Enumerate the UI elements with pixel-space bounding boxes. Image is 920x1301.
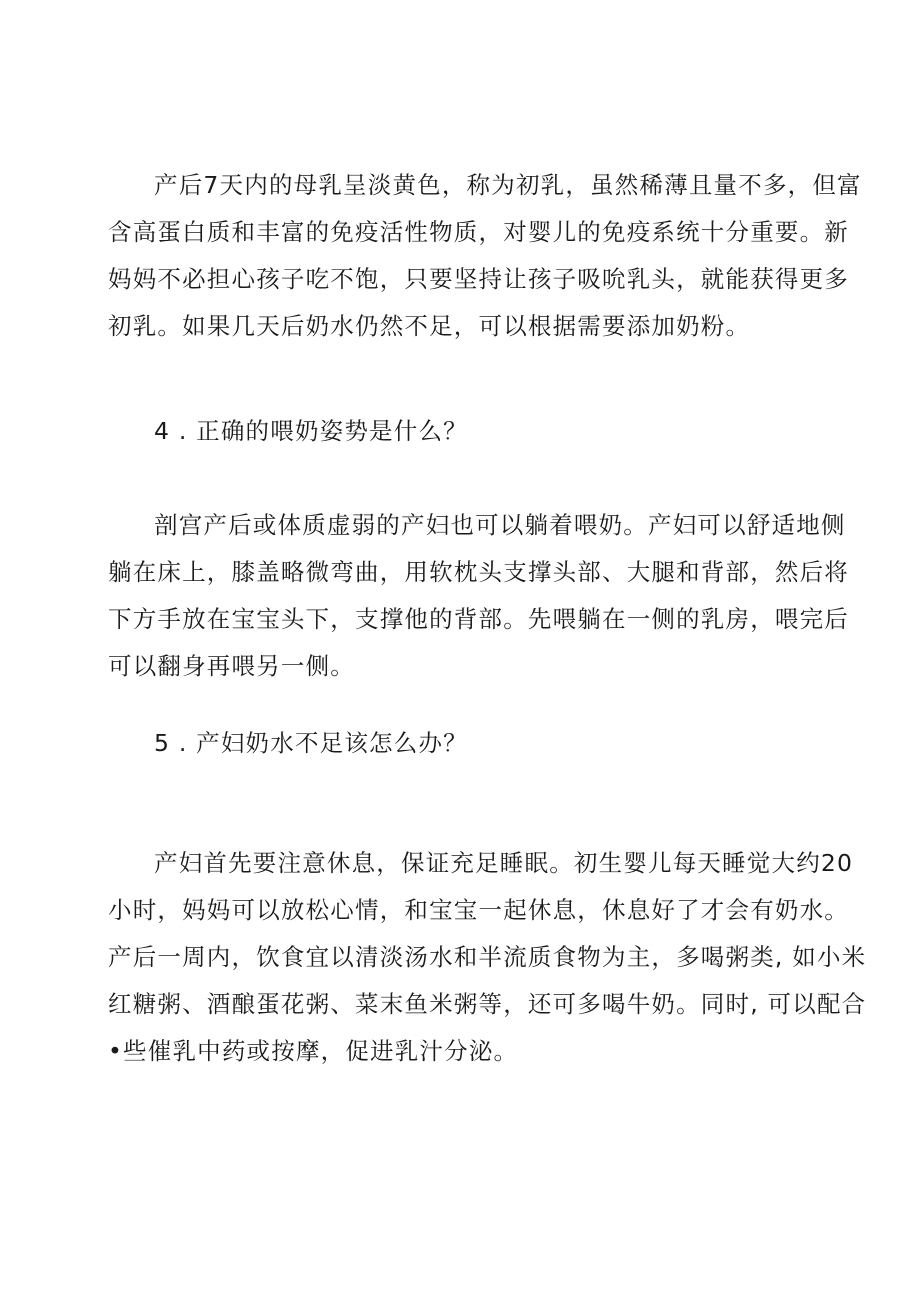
- paragraph-colostrum: [108, 162, 862, 350]
- paragraph-line: 小时，妈妈可以放松心情，和宝宝一起休息，休息好了才会有奶水。: [108, 896, 849, 924]
- section-heading-5: [108, 720, 828, 767]
- paragraph-line: •些催乳中药或按摩，促进乳汁分泌。: [108, 1037, 519, 1065]
- paragraph-line: 初乳。如果几天后奶水仍然不足，可以根据需要添加奶粉。: [108, 312, 751, 340]
- paragraph-line: 躺在床上，膝盖略微弯曲，用软枕头支撑头部、大腿和背部，然后将: [108, 558, 849, 586]
- paragraph-line: 含高蛋白质和丰富的免疫活性物质，对婴儿的免疫系统十分重要。新: [108, 218, 849, 246]
- paragraph-line: 产妇首先要注意休息，保证充足睡眠。初生婴儿每天睡觉大约20: [154, 849, 854, 877]
- paragraph-insufficient-milk: [108, 840, 867, 1075]
- heading-text: 4 . 正确的喂奶姿势是什么？: [154, 417, 468, 445]
- paragraph-line: 妈妈不必担心孩子吃不饱，只要坚持让孩子吸吮乳头，就能获得更多: [108, 265, 849, 293]
- paragraph-line: 红糖粥、酒酿蛋花粥、菜末鱼米粥等，还可多喝牛奶。同时, 可以配合: [108, 990, 867, 1018]
- paragraph-line: 剖宫产后或体质虚弱的产妇也可以躺着喂奶。产妇可以舒适地侧: [154, 511, 846, 539]
- paragraph-feeding-position: [108, 502, 849, 690]
- section-heading-4: [108, 408, 828, 455]
- paragraph-line: 产后7天内的母乳呈淡黄色，称为初乳，虽然稀薄且量不多，但富: [154, 171, 862, 199]
- paragraph-line: 下方手放在宝宝头下，支撑他的背部。先喂躺在一侧的乳房，喂完后: [108, 605, 849, 633]
- heading-text: 5 . 产妇奶水不足该怎么办？: [154, 729, 468, 757]
- paragraph-line: 产后一周内，饮食宜以清淡汤水和半流质食物为主，多喝粥类, 如小米: [108, 943, 867, 971]
- paragraph-line: 可以翻身再喂另一侧。: [108, 652, 355, 680]
